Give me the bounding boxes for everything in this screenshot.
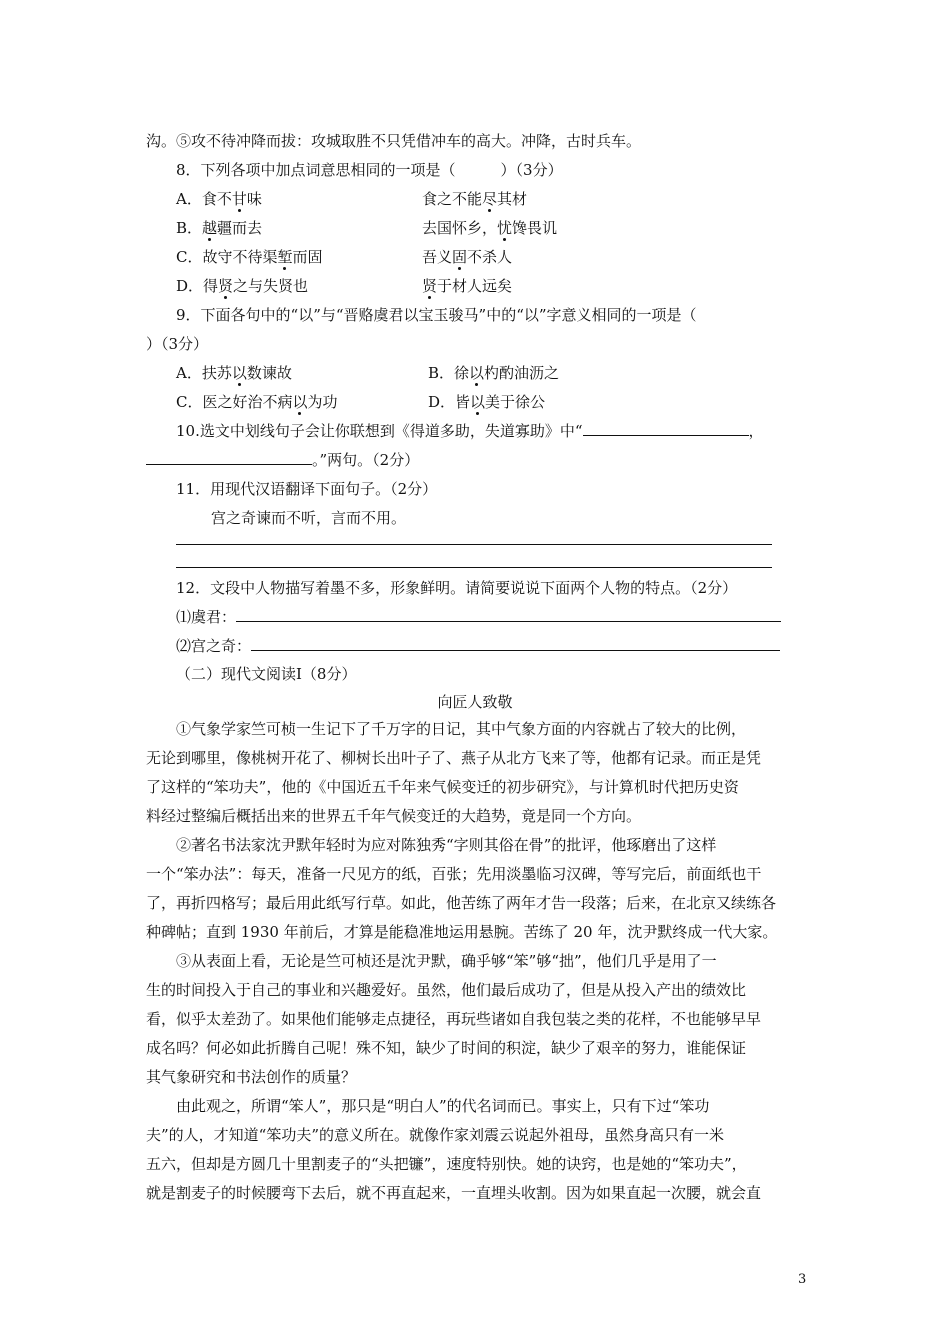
option-8d: D．得贤之与失贤也 (176, 277, 309, 295)
paragraph-line: 其气象研究和书法创作的质量？ (146, 1068, 357, 1086)
paragraph-line: 种碑帖；直到 1930 年前后，才算是能稳准地运用悬腕。苦练了 20 年，沈尹默终成一代大家。 (146, 923, 778, 941)
question-11: 11．用现代汉语翻译下面句子。（2分） (176, 480, 438, 498)
question-12-a: ⑴虞君： (176, 607, 781, 627)
answer-line (176, 567, 772, 568)
paragraph-line: 一个“笨办法”：每天，准备一尺见方的纸，百张；先用淡墨临习汉碑，等写完后，前面纸也干 (146, 865, 762, 883)
text-line: 沟。⑤攻不待冲降而拔：攻城取胜不只凭借冲车的高大。冲降，古时兵车。 (146, 132, 642, 150)
option-8b-compare: 去国怀乡，忧馋畏讥 (422, 219, 558, 237)
paragraph-line: 无论到哪里，像桃树开花了、柳树长出叶子了、燕子从北方飞来了等，他都有记录。而正是凭 (146, 749, 762, 767)
paragraph-line: ②著名书法家沈尹默年轻时为应对陈独秀“字则其俗在骨”的批评，他琢磨出了这样 (176, 836, 717, 854)
paragraph-line: 料经过整编后概括出来的世界五千年气候变迁的大趋势，竟是同一个方向。 (146, 807, 642, 825)
article-title: 向匠人致敬 (437, 693, 513, 711)
question-12: 12．文段中人物描写着墨不多，形象鲜明。请简要说说下面两个人物的特点。（2分） (176, 579, 738, 597)
option-9a: A．扶苏以数谏故 (176, 364, 292, 382)
option-8a: A．食不甘味 (176, 190, 262, 208)
paragraph-line: 了这样的“笨功夫”，他的《中国近五千年来气候变迁的初步研究》，与计算机时代把历史资 (146, 778, 739, 796)
paragraph-line: ③从表面上看，无论是竺可桢还是沈尹默，确乎够“笨”够“拙”，他们几乎是用了一 (176, 952, 717, 970)
question-12-b: ⑵宫之奇： (176, 636, 780, 656)
question-9: 9．下面各句中的“以”与“晋赂虞君以宝玉骏马”中的“以”字意义相同的一项是（ (176, 306, 697, 324)
question-9-score: ）（3分） (146, 335, 209, 353)
paragraph-line: 就是割麦子的时候腰弯下去后，就不再直起来，一直埋头收割。因为如果直起一次腰，就会直 (146, 1184, 762, 1202)
paragraph-line: 看，似乎太差劲了。如果他们能够走点捷径，再玩些诸如自我包装之类的花样，不也能够早早 (146, 1010, 762, 1028)
paragraph-line: 成名吗？何必如此折腾自己呢！殊不知，缺少了时间的积淀，缺少了艰辛的努力，谁能保证 (146, 1039, 747, 1057)
paragraph-line: 五六，但却是方圆几十里割麦子的“头把镰”，速度特别快。她的诀窍，也是她的“笨功夫”， (146, 1155, 747, 1173)
paragraph-line: 由此观之，所谓“笨人”，那只是“明白人”的代名词而已。事实上，只有下过“笨功 (176, 1097, 710, 1115)
option-8b: B．越疆而去 (176, 219, 263, 237)
option-9b: B．徐以杓酌油沥之 (428, 364, 560, 382)
paragraph-line: 夫”的人，才知道“笨功夫”的意义所在。就像作家刘震云说起外祖母，虽然身高只有一米 (146, 1126, 725, 1144)
option-9c: C．医之好治不病以为功 (176, 393, 338, 411)
option-8d-compare: 贤于材人远矣 (422, 277, 513, 295)
option-8a-compare: 食之不能尽其材 (422, 190, 528, 208)
paragraph-line: 了，再折四格写；最后用此纸写行草。如此，他苦练了两年才告一段落；后来，在北京又续练各 (146, 894, 777, 912)
paragraph-line: 生的时间投入于自己的事业和兴趣爱好。虽然，他们最后成功了，但是从投入产出的绩效比 (146, 981, 747, 999)
paragraph-line: ①气象学家竺可桢一生记下了千万字的日记，其中气象方面的内容就占了较大的比例， (176, 720, 747, 738)
option-8c-compare: 吾义固不杀人 (422, 248, 513, 266)
question-11-sentence: 宫之奇谏而不听，言而不用。 (211, 509, 407, 527)
option-9d: D．皆以美于徐公 (428, 393, 546, 411)
section-heading: （二）现代文阅读Ⅰ（8分） (176, 665, 357, 683)
question-8: 8．下列各项中加点词意思相同的一项是（ ）（3分） (176, 161, 563, 179)
question-10: 10.选文中划线句子会让你联想到《得道多助，失道寡助》中“ ， (176, 422, 764, 440)
option-8c: C．故守不待渠堑而固 (176, 248, 323, 266)
page-number: 3 (798, 1272, 807, 1287)
answer-line (176, 544, 772, 545)
question-10-cont: 。”两句。（2分） (146, 450, 419, 470)
